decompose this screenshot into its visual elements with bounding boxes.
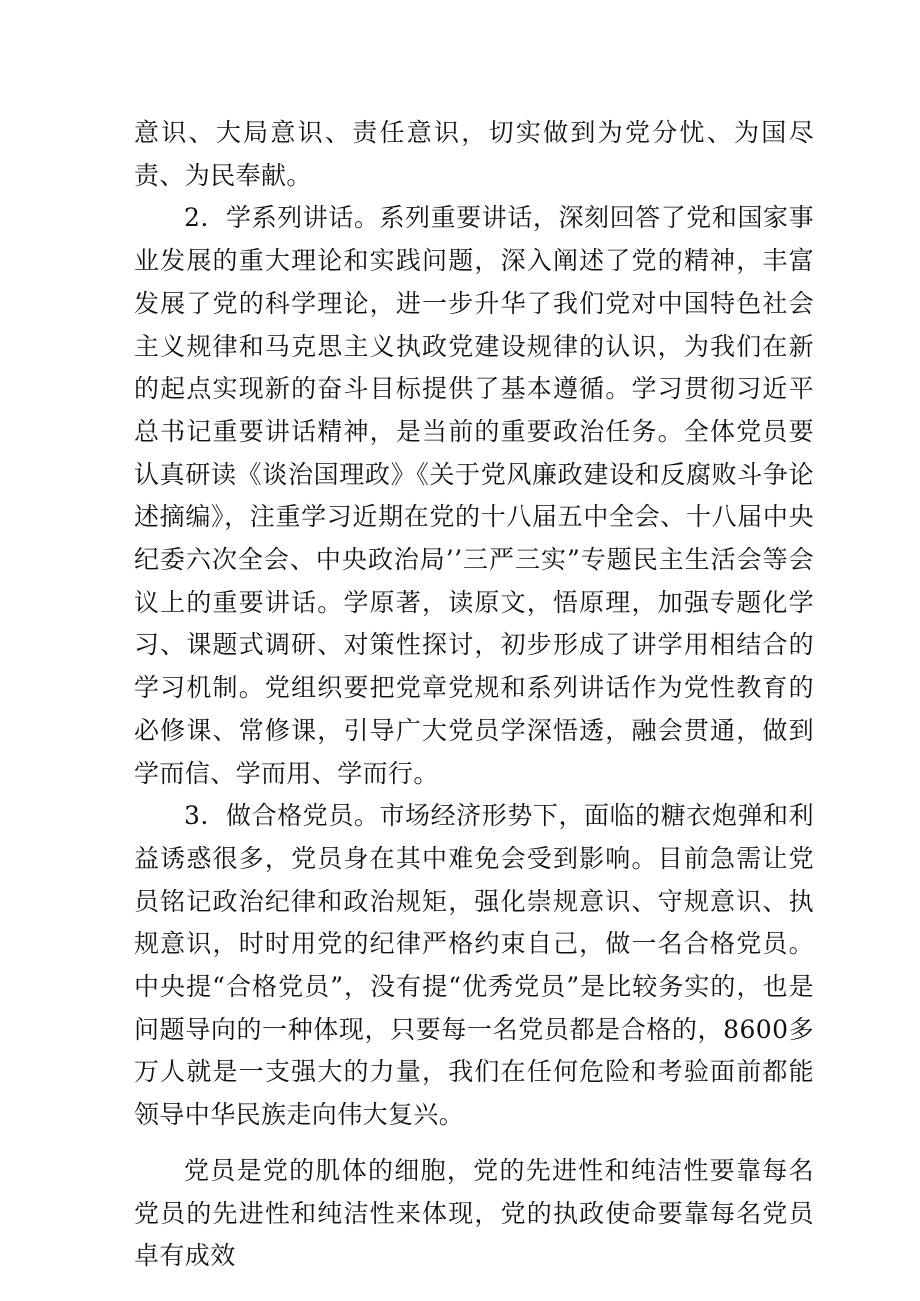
paragraph-conclusion: 党员是党的肌体的细胞，党的先进性和纯洁性要靠每名党员的先进性和纯洁性来体现，党的执政使命要靠每名党员卓有成效: [134, 1155, 814, 1271]
paragraph-study-speeches: 2．学系列讲话。系列重要讲话，深刻回答了党和国家事业发展的重大理论和实践问题，深入阐述了党的精神，丰富发展了党的科学理论，进一步升华了我们党对中国特色社会主义规律和马克思主义执政党建设规律的认识，为我们在新的起点实现新的奋斗目标提供了基本遵循。学习贯彻习近平总书记重要讲话精神，是当前的重要政治任务。全体党员要认真研读《谈治国理政》《关于党风廉政建设和反腐败斗争论述摘编》，注重学习近期在党的十八届五中全会、十八届中央纪委六次全会、中央政治局’’三严三实”专题民主生活会等会议上的重要讲话。学原著，读原文，悟原理，加强专题化学习、课题式调研、对策性探讨，初步形成了讲学用相结合的学习机制。党组织要把党章党规和系列讲话作为党性教育的必修课、常修课，引导广大党员学深悟透，融会贯通，做到学而信、学而用、学而行。: [134, 203, 814, 788]
document-body: [134, 112, 814, 1278]
paragraph-continuation: 意识、大局意识、责任意识，切实做到为党分忧、为国尽责、为民奉献。: [134, 118, 814, 190]
paragraph-qualified-members: 3．做合格党员。市场经济形势下，面临的糖衣炮弹和利益诱惑很多，党员身在其中难免会受到影响。目前急需让党员铭记政治纪律和政治规矩，强化崇规意识、守规意识、执规意识，时时用党的纪律严格约束自己，做一名合格党员。中央提“合格党员”，没有提“优秀党员”是比较务实的，也是问题导向的一种体现，只要每一名党员都是合格的，8600多万人就是一支强大的力量，我们在任何危险和考验面前都能领导中华民族走向伟大复兴。: [134, 801, 814, 1130]
